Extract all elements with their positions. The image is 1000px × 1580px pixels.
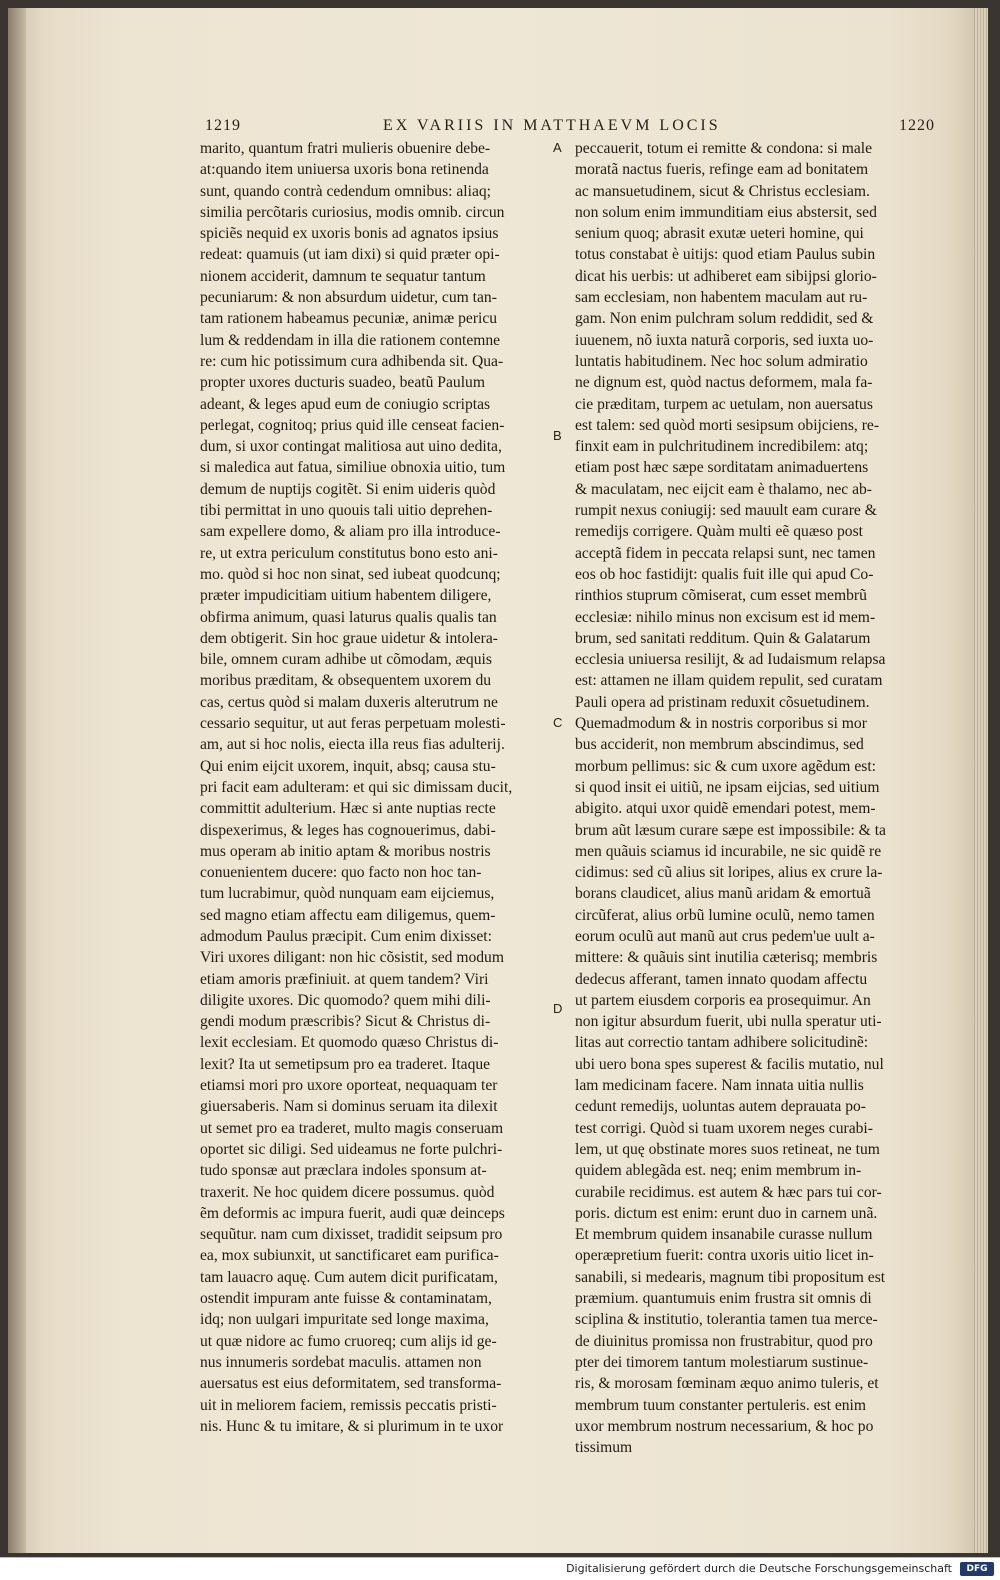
right-text-line: est talem: sed quòd morti sesipsum obijciens, re-: [575, 416, 880, 434]
right-text-line: remedijs corrigere. Quàm multi eẽ quæso post: [575, 523, 863, 541]
right-text-line: pter dei timorem tantum molestiarum sustinue-: [575, 1353, 869, 1371]
right-text-line: ris, & morosam fœminam æquo animo tuleris, et: [575, 1375, 879, 1393]
left-text-line: nis. Hunc & tu imitare, & si plurimum in te uxor: [200, 1417, 504, 1435]
right-text-line: peccauerit, totum ei remitte & condona: si male: [575, 140, 873, 157]
right-text-line: ut partem eiusdem corporis ea prosequimur. An: [575, 991, 871, 1009]
right-text-line: senium quoq; abrasit exutæ ueteri homine, qui: [575, 225, 864, 243]
running-title: EX VARIIS IN MATTHAEVM LOCIS: [383, 117, 721, 134]
right-text-line: acceptã fidem in peccata relapsi sunt, nec tamen: [575, 544, 876, 562]
right-text-line: ubi uero bona spes superest & facilis mutatio, nul: [575, 1055, 884, 1073]
left-text-line: traxerit. Ne hoc quidem dicere possumus. quòd: [200, 1183, 495, 1201]
left-text-line: mus operam ab initio aptam & moribus nostris: [200, 842, 491, 860]
left-text-line: dem obtigerit. Sin hoc graue uidetur & intolera-: [200, 629, 498, 647]
left-text-line: similia percõtaris curiosius, modis omnib. circun: [200, 203, 505, 221]
left-text-line: tum lucrabimur, quòd nunquam eam eijciemus,: [200, 885, 495, 903]
right-text-line: mittere: & quãuis sint inutilia cæterisq; membris: [575, 949, 878, 967]
left-text-line: dum, si uxor contingat malitiosa aut uino dedita,: [200, 438, 502, 456]
dfg-logo: DFG: [960, 1562, 994, 1576]
right-text-line: morbum pellimus: sic & cum uxore agẽdum est:: [575, 757, 876, 775]
left-text-line: Qui enim eijcit uxorem, inquit, absq; causa stu-: [200, 757, 496, 775]
right-text-line: præmium. quantumuis enim frustra sit omnis di: [575, 1290, 872, 1308]
left-text-line: redeat: quamuis (ut iam dixi) si quid præter opi-: [200, 246, 500, 264]
left-text-line: tibi permittat in uno quouis tali uitio deprehen-: [200, 502, 493, 520]
right-text-line: & maculatam, nec eijcit eam è thalamo, nec ab-: [575, 480, 873, 498]
right-text-line: ne dignum est, quòd nactus deformem, mala fa-: [575, 374, 873, 392]
left-text-line: sam expellere domo, & aliam pro illa introduce-: [200, 523, 501, 541]
page-edges: [974, 8, 988, 1553]
left-text-line: lum & reddendam in illa die rationem contemne: [200, 331, 501, 349]
left-text-line: cessario sequitur, ut aut feras perpetuam molesti-: [200, 715, 506, 733]
left-text-line: lexit ecclesiam. Et quomodo quæso Christus di-: [200, 1034, 499, 1052]
right-text-line: si quod insit ei uitiũ, ne ipsam eijcias, sed uitium: [575, 778, 880, 796]
right-text-line: de diuinitus promissa non frustrabitur, quod pro: [575, 1332, 873, 1350]
right-text-line: ecclesiæ: nihilo minus non excisum est id mem-: [575, 608, 876, 626]
right-text-line: brum aũt læsum curare sæpe est impossibile: & ta: [575, 821, 886, 839]
left-text-line: ẽm deformis ac impura fuerit, audi quæ deinceps: [200, 1204, 505, 1222]
right-text-line: dedecus afferant, tamen innato quodam affectu: [575, 970, 868, 988]
left-text-line: admodum Paulus præcipit. Cum enim dixisset:: [200, 927, 492, 945]
left-text-line: ea, mox subiunxit, ut sanctificaret eam purifica-: [200, 1247, 499, 1265]
left-text-line: re, ut extra periculum constitutus bono esto ani-: [200, 544, 498, 562]
right-text-line: abigito. atqui uxor quidẽ emendari potest, mem-: [575, 800, 876, 818]
right-text-line: cie præditam, turpem ac uetulam, non auersatus: [575, 395, 873, 413]
right-text-line: membrum tuum constanter pertuleris. est enim: [575, 1396, 867, 1414]
right-text-line: Quemadmodum & in nostris corporibus si mor: [575, 715, 867, 733]
left-text-line: ut semet pro ea traderet, multo magis conseruam: [200, 1119, 504, 1137]
right-text-line: operæpretium fuerit: contra uxoris uitio licet in-: [575, 1247, 874, 1265]
left-text-line: Viri uxores diligant: non hic cõsistit, sed modum: [200, 949, 504, 967]
right-text-line: non igitur absurdum fuerit, ubi nulla speratur uti-: [575, 1013, 882, 1031]
left-text-line: pecuniarum: & non absurdum uidetur, cum tan-: [200, 289, 497, 307]
right-text-line: borans claudicet, alius manũ aridam & emortuã: [575, 885, 871, 903]
left-text-line: demum de nuptijs cogitẽt. Si enim uideris quòd: [200, 480, 496, 498]
right-text-line: ecclesia uniuersa resilijt, & ad Iudaismum relapsa: [575, 651, 886, 669]
right-text-line: iuuenem, nõ iuxta naturã corporis, sed iuxta uo-: [575, 331, 874, 349]
right-text-line: gam. Non enim pulchram solum reddidit, sed &: [575, 310, 874, 328]
right-text-line: test corrigi. Quòd si tuam uxorem neges curabi-: [575, 1119, 873, 1137]
left-text-line: dispexerimus, & leges has cognouerimus, dabi-: [200, 821, 496, 839]
right-text-line: rinthios stuprum cõmiserat, cum esset membrũ: [575, 587, 867, 605]
left-text-line: lexit? Ita ut semetipsum pro ea traderet. Itaque: [200, 1055, 491, 1073]
left-text-line: giuersaberis. Nam si dominus seruam ita dilexit: [200, 1098, 498, 1116]
left-text-line: uit in meliorem faciem, remissis peccatis pristi-: [200, 1396, 497, 1414]
right-text-line: circũferat, alius orbũ lumine oculũ, nemo tamen: [575, 906, 875, 924]
right-text-line: etiam post hæc sæpe sorditatam animaduertens: [575, 459, 869, 477]
left-text-line: sequũtur. nam cum dixisset, tradidit seipsum pro: [200, 1226, 503, 1244]
right-text-line: luntatis habitudinem. Nec hoc solum admiratio: [575, 352, 868, 370]
left-text-line: etiamsi mori pro uxore oporteat, nequaquam ter: [200, 1077, 498, 1095]
left-text-line: re: cum hic potissimum cura adhibenda sit. Qua-: [200, 352, 504, 370]
left-text-line: at:quando item uniuersa uxoris bona retinenda: [200, 161, 489, 179]
right-text-line: dicat his uerbis: ut adhiberet eam sibijpsi glorio-: [575, 267, 877, 285]
right-text-line: est: attamen ne illam quidem repulit, sed curatam: [575, 672, 883, 690]
left-text-line: ostendit impuram ante fuisse & contaminatam,: [200, 1290, 492, 1308]
right-text-line: sanabili, si medearis, magnum tibi propositum est: [575, 1268, 886, 1286]
left-text-line: sed magno etiam affectu eam diligemus, quem-: [200, 906, 496, 924]
left-text-line: moribus præditam, & obsequentem uxorem du: [200, 672, 492, 690]
left-text-line: etiam amoris præfiniuit. at quem tandem? Viri: [200, 970, 489, 988]
left-text-line: gendi modum præscribis? Sicut & Christus di-: [200, 1013, 491, 1031]
left-text-line: auersatus est eius deformitatem, sed transforma-: [200, 1375, 502, 1393]
digitization-footer: [0, 1557, 1000, 1580]
page-number-right: 1220: [899, 117, 935, 134]
right-text-column: [575, 138, 927, 1458]
left-text-line: cas, certus quòd si malam duxeris alterutrum ne: [200, 693, 498, 711]
right-text-line: Et membrum quidem insanabile curasse nullum: [575, 1226, 873, 1244]
right-text-line: bus acciderit, non membrum abscindimus, sed: [575, 736, 864, 754]
right-text-line: Pauli opera ad pristinam reduxit cõsuetudinem.: [575, 693, 870, 711]
right-text-line: ac mansuetudinem, sicut & Christus ecclesiam.: [575, 182, 870, 200]
right-text-line: lem, ut quę obstinate mores suos retineat, ne tum: [575, 1140, 880, 1158]
section-marker-c: C: [553, 715, 563, 730]
left-text-line: mo. quòd si hoc non sinat, sed iubeat quodcunq;: [200, 565, 501, 583]
left-text-line: si maledica aut fatua, similiue obnoxia uitio, tum: [200, 459, 506, 477]
right-text-line: rumpit nexus coniugij: sed mauult eam curare &: [575, 502, 877, 520]
left-text-line: tudo sponsæ aut præclara indoles sponsum at-: [200, 1162, 487, 1180]
left-text-line: bile, omnem curam adhibe ut cõmodam, æquis: [200, 651, 492, 669]
left-text-line: committit adulterium. Hæc si ante nuptias recte: [200, 800, 496, 818]
right-text-line: quidem ablegãda est. neq; enim membrum in-: [575, 1162, 862, 1180]
left-text-line: obfirma animum, quasi laturus qualis qualis tan: [200, 608, 497, 626]
left-text-line: oportet sic diligi. Sed uideamus ne forte pulchri-: [200, 1140, 503, 1158]
section-marker-d: D: [553, 1001, 563, 1016]
right-text-line: eos ob hoc fastidijt: qualis fuit ille qui apud Co-: [575, 565, 874, 583]
section-marker-b: B: [553, 428, 562, 443]
right-text-line: cidimus: sed cũ alius sit loripes, alius ex crure la-: [575, 864, 883, 882]
left-text-line: tam lauacro aquę. Cum autem dicit purificatam,: [200, 1268, 498, 1286]
left-text-column: [200, 138, 545, 1437]
right-text-line: cedunt remedijs, uoluntas autem deprauata po-: [575, 1098, 866, 1116]
right-text-line: eorum oculũ aut manũ aut crus pedem'ue uult a-: [575, 927, 875, 945]
right-text-line: sam ecclesiam, non habentem maculam aut ru-: [575, 289, 868, 307]
right-text-line: totus constabat è uitijs: quod etiam Paulus subin: [575, 246, 876, 264]
left-text-line: pri facit eam adulteram: et qui sic dimissam ducit,: [200, 778, 513, 796]
right-text-line: curabile recidimus. est autem & hæc pars tui cor-: [575, 1183, 882, 1201]
right-text-line: non solum enim immunditiam eius abstersit, sed: [575, 203, 877, 221]
left-text-line: marito, quantum fratri mulieris obuenire debe-: [200, 140, 491, 157]
right-text-line: brum, sed sanitati redditum. Quin & Galatarum: [575, 629, 871, 647]
left-text-line: perlegat, cognitoq; prius quid ille censeat facien-: [200, 416, 505, 434]
page-number-left: 1219: [205, 117, 241, 134]
right-text-line: uxor membrum nostrum necessarium, & hoc po: [575, 1417, 874, 1435]
right-text-line: tissimum: [575, 1439, 633, 1457]
right-text-line: moratã nactus fueris, refinge eam ad bonitatem: [575, 161, 869, 179]
left-text-line: diligite uxores. Dic quomodo? quem mihi dili-: [200, 991, 491, 1009]
left-text-line: propter uxores ducturis suadeo, beatũ Paulum: [200, 374, 485, 392]
left-text-line: tam rationem habeamus pecuniæ, animæ pericu: [200, 310, 498, 328]
left-text-line: nionem acciderit, damnum te sequatur tantum: [200, 267, 486, 285]
funding-credit: Digitalisierung gefördert durch die Deutsche Forschungsgemeinschaft: [566, 1562, 952, 1575]
right-text-line: poris. dictum est enim: erunt duo in carnem unã.: [575, 1204, 878, 1222]
left-text-line: spiciẽs nequid ex uxoris bonis ad agnatos ipsius: [200, 225, 499, 243]
right-text-line: men quãuis sciamus id incurabile, ne sic quidẽ re: [575, 842, 882, 860]
right-text-line: lam medicinam facere. Nam innata uitia nullis: [575, 1077, 864, 1095]
book-binding: [8, 8, 26, 1553]
left-text-line: am, aut si hoc nolis, eiecta illa reus fias adulterij.: [200, 736, 505, 754]
left-text-line: adeant, & leges apud eum de coniugio scriptas: [200, 395, 491, 413]
left-text-line: ut quæ nidore ac fumo cruoreq; cum alijs id ge-: [200, 1332, 497, 1350]
section-marker-a: A: [553, 140, 562, 155]
left-text-line: conuenientem ducere: quo facto non hoc tan-: [200, 864, 482, 882]
left-text-line: idq; non uulgari impuritate sed longe maxima,: [200, 1311, 489, 1329]
right-text-line: litas aut correctio tantam adhibere solicitudinẽ:: [575, 1034, 869, 1052]
left-text-line: nus innumeris sordebat maculis. attamen non: [200, 1353, 482, 1371]
right-text-line: finxit eam in pulchritudinem incredibilem: atq;: [575, 438, 869, 456]
right-text-line: sciplina & institutio, tolerantia tamen tua merce-: [575, 1311, 878, 1329]
left-text-line: sunt, quando contrà cedendum omnibus: aliaq;: [200, 182, 492, 200]
left-text-line: præter impudicitiam uitium habentem diligere,: [200, 587, 492, 605]
page-header: [205, 117, 935, 139]
